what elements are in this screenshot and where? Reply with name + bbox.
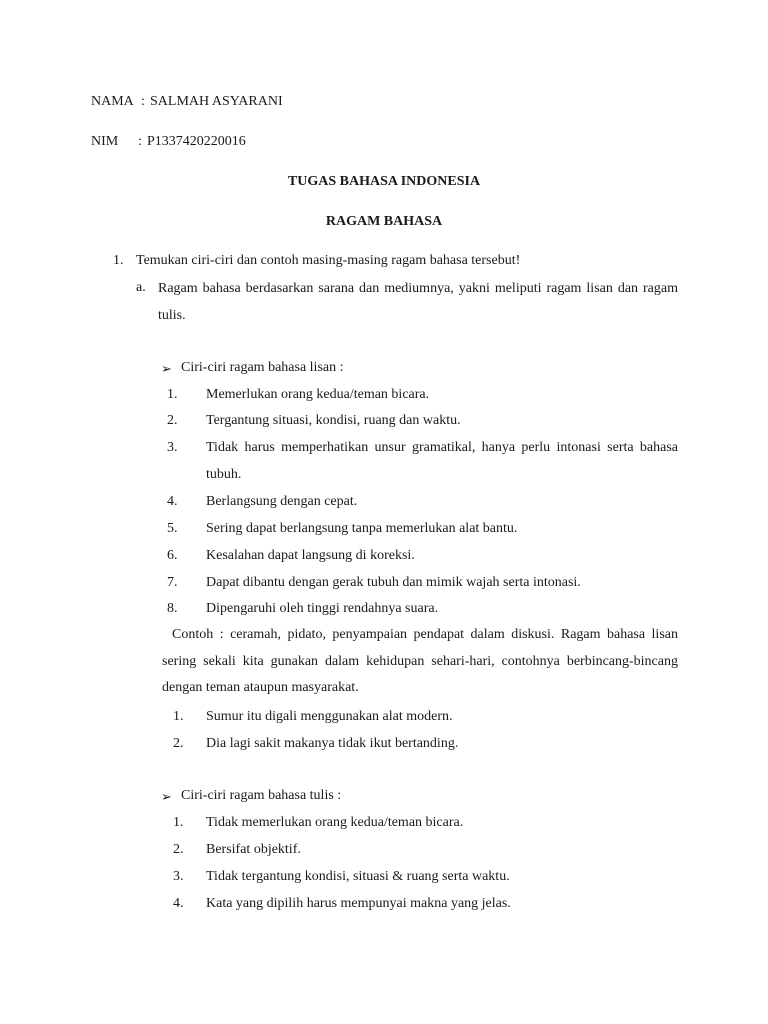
sub-a-text: Ragam bahasa berdasarkan sarana dan mediumnya, yakni meliputi ragam lisan dan ragam tulis. [158,281,678,323]
bullet-arrow-icon: ➢ [161,789,172,804]
list-item-number: 1. [173,815,184,830]
list-item-text: Kata yang dipilih harus mempunyai makna yang jelas. [206,896,511,911]
nim-label: NIM [91,134,119,149]
document-subtitle: RAGAM BAHASA [325,214,443,229]
lisan-heading: Ciri-ciri ragam bahasa lisan : [181,360,344,375]
list-item-number: 2. [167,413,178,428]
list-item-text: Dipengaruhi oleh tinggi rendahnya suara. [206,601,439,616]
list-item-number: 1. [173,709,184,724]
nim-separator: : [138,134,142,149]
list-item-number: 1. [167,387,178,402]
question-text: Temukan ciri-ciri dan contoh masing-masing ragam bahasa tersebut! [136,253,521,268]
list-item-number: 4. [173,896,184,911]
list-item-text: Berlangsung dengan cepat. [206,494,358,509]
question-number: 1. [113,253,124,268]
list-item-number: 6. [167,548,178,563]
list-item-text: Tergantung situasi, kondisi, ruang dan waktu. [206,413,461,428]
sub-a-letter: a. [136,280,146,295]
list-item-number: 3. [173,869,184,884]
nim-value: P1337420220016 [147,134,246,149]
list-item-number: 5. [167,521,178,536]
list-item-number: 2. [173,736,184,751]
list-item-number: 7. [167,575,178,590]
list-item-text: Sumur itu digali menggunakan alat modern. [206,709,453,724]
nama-label: NAMA [91,94,134,109]
list-item-text: Sering dapat berlangsung tanpa memerlukan alat bantu. [206,521,518,536]
list-item-number: 4. [167,494,178,509]
list-item-text: Dapat dibantu dengan gerak tubuh dan mimik wajah serta intonasi. [206,575,581,590]
list-item-text: Kesalahan dapat langsung di koreksi. [206,548,415,563]
list-item-text: Tidak memerlukan orang kedua/teman bicara. [206,815,464,830]
list-item-text: Memerlukan orang kedua/teman bicara. [206,387,430,402]
nama-value: SALMAH ASYARANI [150,94,283,109]
contoh-paragraph [162,622,678,702]
list-item-number: 8. [167,601,178,616]
list-item-text: Bersifat objektif. [206,842,301,857]
list-item-text: Tidak harus memperhatikan unsur gramatikal, hanya perlu intonasi serta bahasa tubuh. [206,440,678,482]
document-title: TUGAS BAHASA INDONESIA [287,174,481,189]
contoh-text: Contoh : ceramah, pidato, penyampaian pendapat dalam diskusi. Ragam bahasa lisan sering sekali kita gunakan dalam kehidupan sehari-hari, contohnya berbincang-bincang dengan teman ataupun masyarakat. [162,627,678,695]
nama-separator: : [141,94,145,109]
tulis-heading: Ciri-ciri ragam bahasa tulis : [181,788,342,803]
list-item-text: Tidak tergantung kondisi, situasi & ruang serta waktu. [206,869,510,884]
list-item-number: 3. [167,440,178,455]
list-item-number: 2. [173,842,184,857]
bullet-arrow-icon: ➢ [161,361,172,376]
list-item-text: Dia lagi sakit makanya tidak ikut bertanding. [206,736,459,751]
